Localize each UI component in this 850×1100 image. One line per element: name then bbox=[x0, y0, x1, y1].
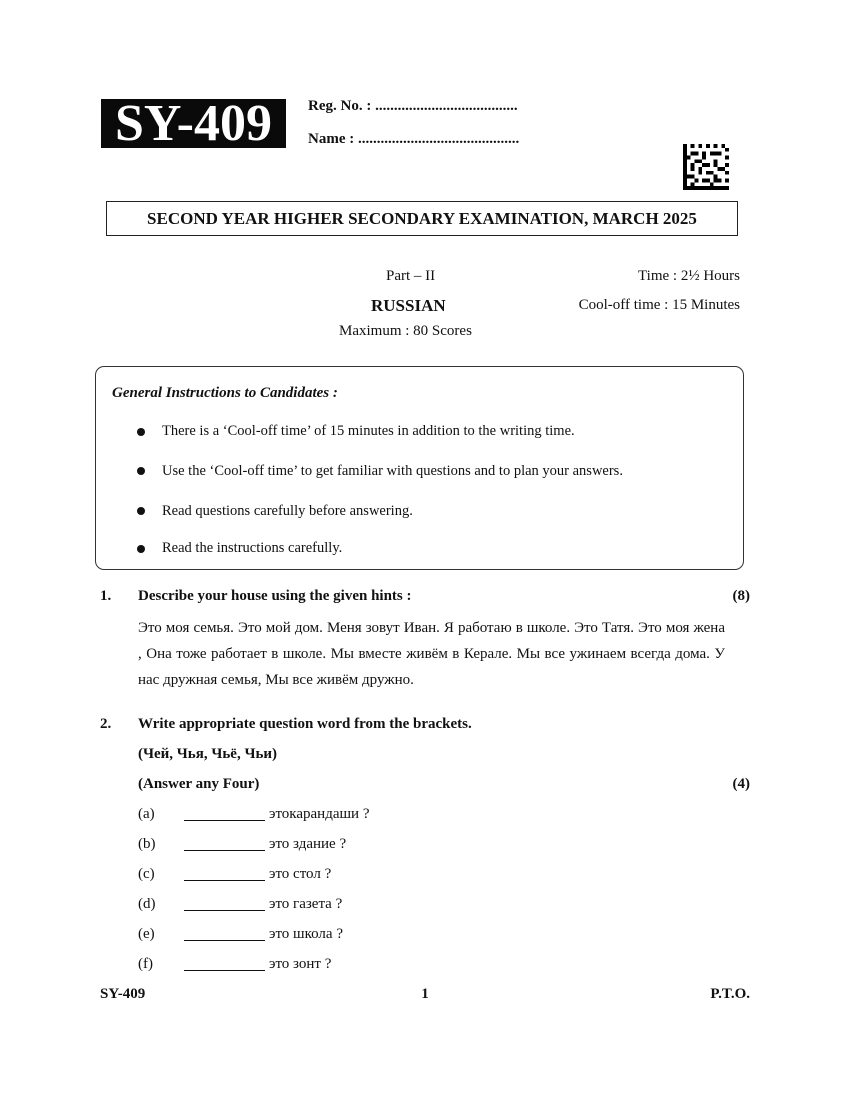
paper-code-badge: SY-409 bbox=[101, 99, 286, 148]
answer-blank[interactable] bbox=[184, 956, 265, 971]
cool-off-label: Cool-off time : 15 Minutes bbox=[578, 297, 740, 313]
question-2-item: (b) это здание ? bbox=[138, 836, 347, 852]
name-field: Name : ........................................... bbox=[308, 131, 520, 147]
question-2-item: (a) этокарандаши ? bbox=[138, 806, 370, 822]
question-2-number: 2. bbox=[100, 716, 112, 732]
bullet-icon bbox=[137, 545, 145, 553]
question-2-item: (e) это школа ? bbox=[138, 926, 343, 942]
bullet-icon bbox=[137, 507, 145, 515]
page-number: 1 bbox=[421, 986, 429, 1002]
qr-code-icon bbox=[683, 144, 729, 190]
answer-blank[interactable] bbox=[184, 926, 265, 941]
answer-blank[interactable] bbox=[184, 866, 265, 881]
question-2-item: (c) это стол ? bbox=[138, 866, 332, 882]
question-1-passage: Это моя семья. Это мой дом. Меня зовут Иван. Я работаю в школе. Это Татя. Это моя жена , Она тоже работает в школе. Мы вместе живём в Керале. Мы все ужинаем всегда дома. У нас дружная семья, Мы все живём дружно. bbox=[138, 620, 725, 688]
time-label: Time : 2½ Hours bbox=[638, 268, 740, 284]
part-label: Part – II bbox=[386, 268, 436, 284]
subject-title: RUSSIAN bbox=[371, 296, 446, 315]
question-2-item: (f) это зонт ? bbox=[138, 956, 332, 972]
instructions-title: General Instructions to Candidates : bbox=[112, 385, 338, 401]
bullet-icon bbox=[137, 428, 145, 436]
question-2-options: (Чей, Чья, Чьё, Чьи) bbox=[138, 746, 278, 762]
question-1-number: 1. bbox=[100, 588, 112, 604]
question-2-marks: (4) bbox=[732, 776, 750, 792]
answer-blank[interactable] bbox=[184, 896, 265, 911]
question-2-item: (d) это газета ? bbox=[138, 896, 343, 912]
reg-no-field: Reg. No. : ...................................... bbox=[308, 98, 518, 114]
bullet-icon bbox=[137, 467, 145, 475]
answer-blank[interactable] bbox=[184, 836, 265, 851]
question-2-text: Write appropriate question word from the brackets. bbox=[138, 716, 472, 732]
question-1-text: Describe your house using the given hints : bbox=[138, 588, 412, 604]
question-2-instruction: (Answer any Four) bbox=[138, 776, 260, 792]
footer-code: SY-409 bbox=[100, 986, 146, 1002]
exam-title-box: SECOND YEAR HIGHER SECONDARY EXAMINATION, MARCH 2025 bbox=[106, 201, 738, 236]
max-scores: Maximum : 80 Scores bbox=[339, 323, 472, 339]
answer-blank[interactable] bbox=[184, 806, 265, 821]
question-1-marks: (8) bbox=[732, 588, 750, 604]
pto-label: P.T.O. bbox=[710, 986, 750, 1002]
